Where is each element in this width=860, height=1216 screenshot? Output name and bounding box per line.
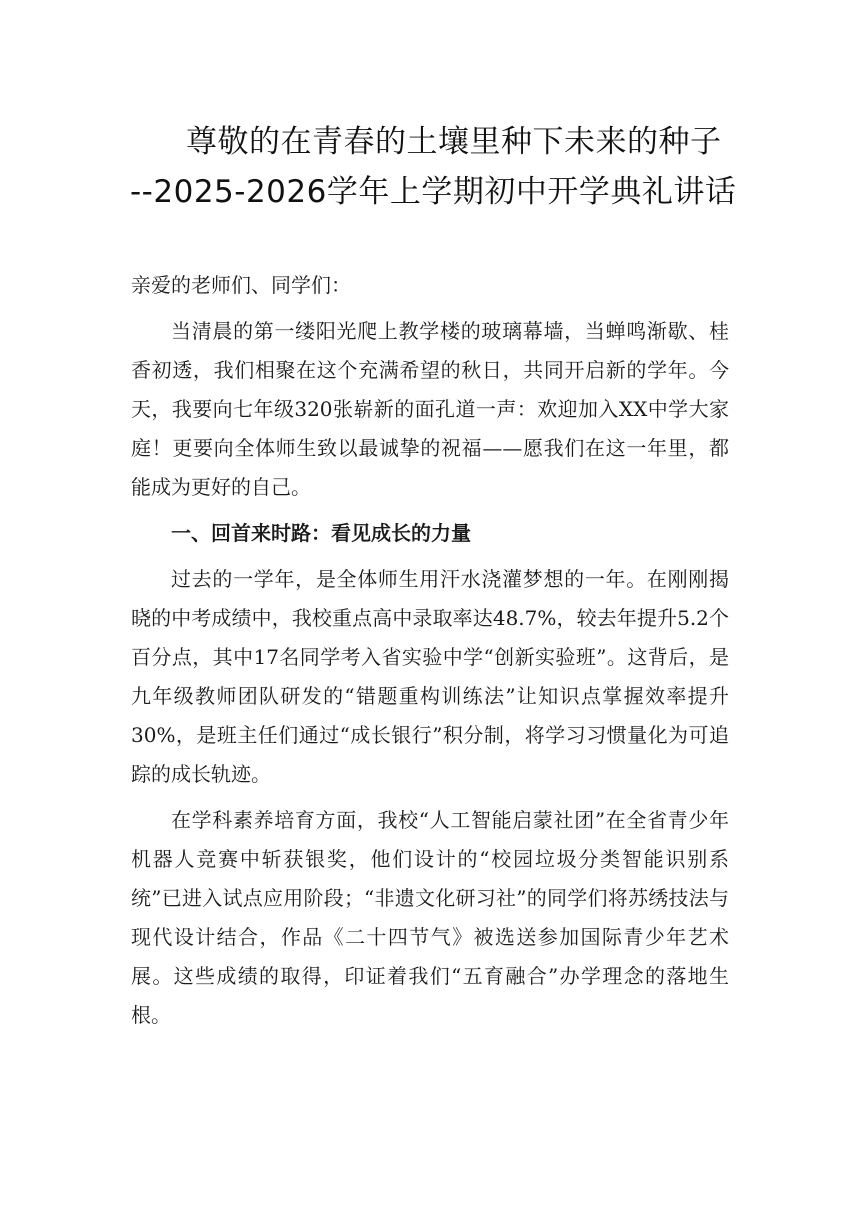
paragraph-intro: 当清晨的第一缕阳光爬上教学楼的玻璃幕墙，当蝉鸣渐歇、桂香初透，我们相聚在这个充满希望的秋日，共同开启新的学年。今天，我要向七年级320张崭新的面孔道一声：欢迎加入XX中学大家庭！更要向全体师生致以最诚挚的祝福——愿我们在这一年里，都能成为更好的自己。 (131, 319, 729, 499)
document-subtitle: --2025-2026学年上学期初中开学典礼讲话 (130, 174, 737, 210)
section-heading: 一、回首来时路：看见成长的力量 (171, 521, 471, 545)
salutation: 亲爱的老师们、同学们： (131, 273, 351, 297)
paragraph-literacy: 在学科素养培育方面，我校“人工智能启蒙社团”在全省青少年机器人竞赛中斩获银奖，他们设计的“校园垃圾分类智能识别系统”已进入试点应用阶段；“非遗文化研习社”的同学们将苏绣技法与现代设计结合，作品《二十四节气》被选送参加国际青少年艺术展。这些成绩的取得，印证着我们“五育融合”办学理念的落地生根。 (131, 808, 729, 1027)
document-body (131, 266, 729, 1042)
paragraph-achievements: 过去的一学年，是全体师生用汗水浇灌梦想的一年。在刚刚揭晓的中考成绩中，我校重点高中录取率达48.7%，较去年提升5.2个百分点，其中17名同学考入省实验中学“创新实验班”。这背后，是九年级教师团队研发的“错题重构训练法”让知识点掌握效率提升30%，是班主任们通过“成长银行”积分制，将学习习惯量化为可追踪的成长轨迹。 (131, 567, 729, 786)
document-title: 尊敬的在青春的土壤里种下未来的种子 (186, 124, 722, 160)
